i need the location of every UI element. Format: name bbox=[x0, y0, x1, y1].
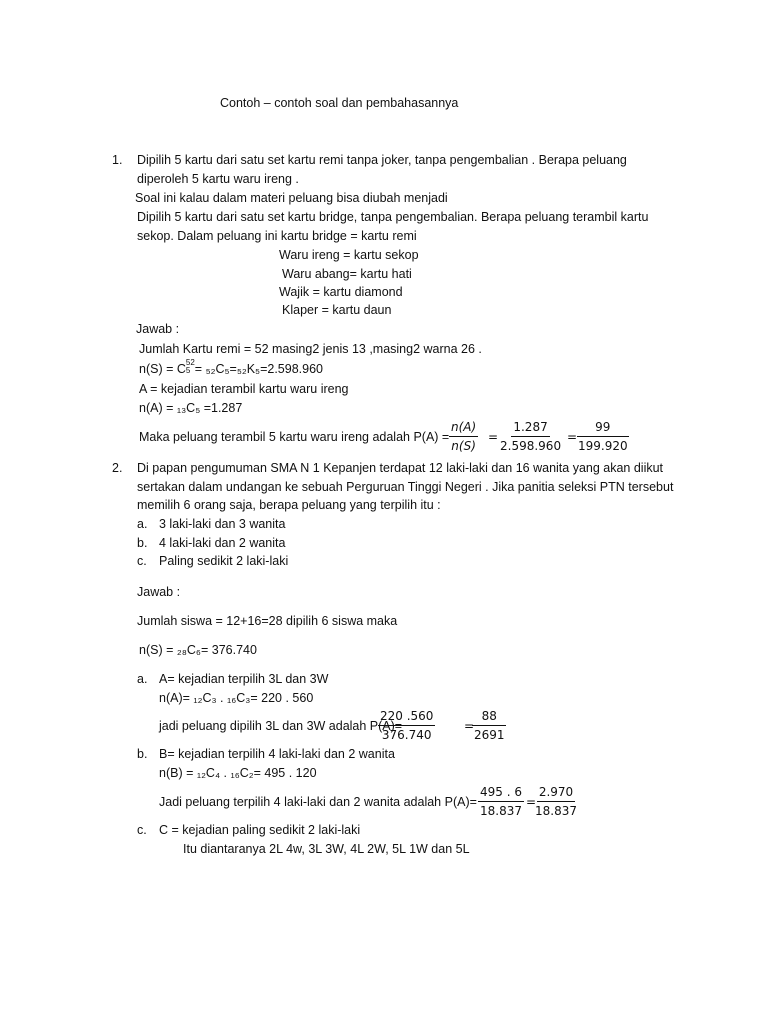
fraction-numerator: 99 bbox=[577, 419, 629, 437]
answer-label: Jawab : bbox=[136, 322, 180, 336]
solution-line: Jumlah Kartu remi = 52 masing2 jenis 13 ,masing2 warna 26 . bbox=[139, 342, 482, 356]
fraction-denominator: 2691 bbox=[474, 728, 505, 742]
fraction bbox=[576, 419, 630, 454]
fraction-denominator: n(S) bbox=[451, 439, 476, 453]
question-1-line: diperoleh 5 kartu waru ireng . bbox=[137, 172, 299, 186]
fraction-numerator: 88 bbox=[472, 708, 506, 726]
part-label: a. bbox=[137, 672, 148, 686]
fraction-denominator: 18.837 bbox=[480, 804, 522, 818]
part-label: b. bbox=[137, 747, 148, 761]
fraction bbox=[472, 708, 507, 743]
card-mapping-row: Klaper = kartu daun bbox=[282, 303, 392, 317]
option-text: 4 laki-laki dan 2 wanita bbox=[159, 536, 286, 550]
solution-line: Itu diantaranya 2L 4w, 3L 3W, 4L 2W, 5L 1W dan 5L bbox=[183, 842, 470, 856]
equals-sign: = bbox=[567, 430, 578, 444]
fraction bbox=[478, 784, 524, 819]
option-label: a. bbox=[137, 517, 148, 531]
part-label: c. bbox=[137, 823, 147, 837]
ns-prefix: n(S) = C bbox=[139, 362, 186, 376]
fraction bbox=[449, 419, 478, 454]
question-1-line: sekop. Dalam peluang ini kartu bridge = kartu remi bbox=[137, 229, 417, 243]
equals-sign: = bbox=[464, 719, 475, 733]
solution-line: Jumlah siswa = 12+16=28 dipilih 6 siswa maka bbox=[137, 614, 398, 628]
question-2-number: 2. bbox=[112, 461, 123, 475]
probability-statement: jadi peluang dipilih 3L dan 3W adalah P(A)= bbox=[159, 719, 403, 733]
question-1-line: Dipilih 5 kartu dari satu set kartu bridge, tanpa pengembalian. Berapa peluang terambil kartu bbox=[137, 210, 649, 224]
ns-superscript: 52 bbox=[185, 357, 195, 367]
probability-statement: Jadi peluang terpilih 4 laki-laki dan 2 wanita adalah P(A)= bbox=[159, 795, 477, 809]
solution-line: B= kejadian terpilih 4 laki-laki dan 2 wanita bbox=[159, 747, 395, 761]
answer-label: Jawab : bbox=[137, 585, 181, 599]
page-title: Contoh – contoh soal dan pembahasannya bbox=[220, 96, 459, 110]
fraction-numerator: 2.970 bbox=[537, 784, 575, 802]
solution-line: n(A) = ₁₃C₅ =1.287 bbox=[139, 401, 243, 415]
option-text: Paling sedikit 2 laki-laki bbox=[159, 554, 289, 568]
option-label: b. bbox=[137, 536, 148, 550]
question-2-line: sertakan dalam undangan ke sebuah Perguruan Tinggi Negeri . Jika panitia seleksi PTN tersebut bbox=[137, 480, 674, 494]
card-mapping-row: Wajik = kartu diamond bbox=[279, 285, 403, 299]
fraction-denominator: 2.598.960 bbox=[500, 439, 562, 453]
ns-subscript: 5 bbox=[185, 365, 191, 375]
sample-space-line bbox=[139, 357, 323, 377]
sample-space-line: n(S) = ₂₈C₆= 376.740 bbox=[139, 643, 257, 657]
ns-rest: = ₅₂C₅=₅₂K₅=2.598.960 bbox=[194, 362, 323, 376]
question-1-line: Dipilih 5 kartu dari satu set kartu remi tanpa joker, tanpa pengembalian . Berapa peluang bbox=[137, 153, 627, 167]
solution-line: A= kejadian terpilih 3L dan 3W bbox=[159, 672, 329, 686]
fraction bbox=[378, 708, 435, 743]
question-2-line: memilih 6 orang saja, berapa peluang yang terpilih itu : bbox=[137, 498, 441, 512]
card-mapping-row: Waru abang= kartu hati bbox=[282, 267, 412, 281]
solution-line: n(B) = ₁₂C₄ . ₁₆C₂= 495 . 120 bbox=[159, 766, 317, 780]
equals-sign: = bbox=[526, 795, 537, 809]
card-mapping-row: Waru ireng = kartu sekop bbox=[279, 248, 419, 262]
fraction-denominator: 18.837 bbox=[535, 804, 577, 818]
question-2-line: Di papan pengumuman SMA N 1 Kepanjen terdapat 12 laki-laki dan 16 wanita yang akan diikut bbox=[137, 461, 664, 475]
probability-statement: Maka peluang terambil 5 kartu waru ireng adalah P(A) = bbox=[139, 430, 450, 444]
option-text: 3 laki-laki dan 3 wanita bbox=[159, 517, 286, 531]
solution-line: A = kejadian terambil kartu waru ireng bbox=[139, 382, 349, 396]
question-1-line: Soal ini kalau dalam materi peluang bisa diubah menjadi bbox=[135, 191, 448, 205]
fraction-numerator: 1.287 bbox=[511, 419, 549, 437]
solution-line: C = kejadian paling sedikit 2 laki-laki bbox=[159, 823, 361, 837]
fraction-numerator: 495 . 6 bbox=[478, 784, 524, 802]
fraction bbox=[533, 784, 579, 819]
option-label: c. bbox=[137, 554, 147, 568]
solution-line: n(A)= ₁₂C₃ . ₁₆C₃= 220 . 560 bbox=[159, 691, 314, 705]
question-1-number: 1. bbox=[112, 153, 123, 167]
fraction-numerator: 220 .560 bbox=[378, 708, 435, 726]
equals-sign: = bbox=[488, 430, 499, 444]
fraction-denominator: 376.740 bbox=[381, 728, 432, 742]
fraction-denominator: 199.920 bbox=[578, 439, 628, 453]
fraction-numerator: n(A) bbox=[449, 419, 478, 437]
fraction bbox=[498, 419, 563, 454]
